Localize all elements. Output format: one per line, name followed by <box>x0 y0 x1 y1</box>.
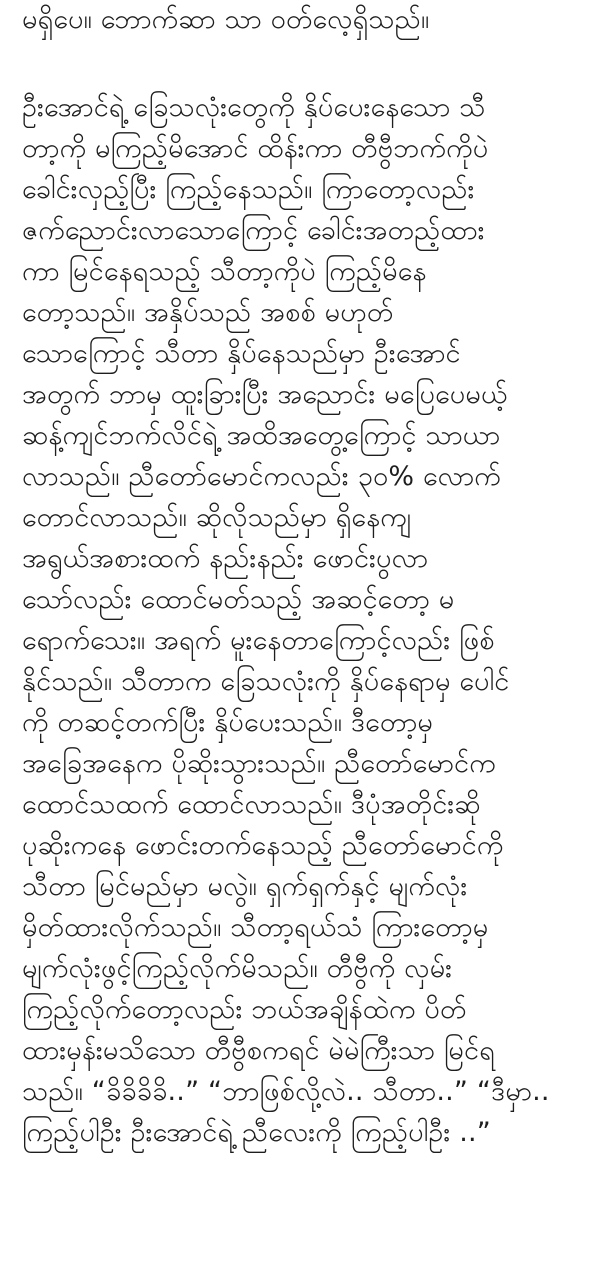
text-line: လာသည်။ ညီတော်မောင်ကလည်း ၃၀% လောက် <box>22 461 501 492</box>
text-line: သီတာ မြင်မည်မှာ မလွဲ။ ရှက်ရှက်နှင့် မျက်လုံး <box>22 871 468 902</box>
text-line: သော်လည်း ထောင်မတ်သည့် အဆင့်တော့ မ <box>22 584 455 615</box>
text-line: ဆန့်ကျင်ဘက်လိင်ရဲ့ အထိအတွေ့ကြောင့် သာယာ <box>22 420 501 451</box>
text-line: ခေါင်းလှည့်ပြီး ကြည့်နေသည်။ ကြာတော့လည်း <box>22 174 475 205</box>
text-line: ဦးအောင်ရဲ့ ခြေသလုံးတွေကို နှိပ်ပေးနေသော သီ <box>22 92 486 123</box>
text-line: တာ့ကို မကြည့်မိအောင် ထိန်းကာ တီဗွီဘက်ကိုပဲ <box>22 133 489 164</box>
text-line: ကို တဆင့်တက်ပြီး နှိပ်ပေးသည်။ ဒီတော့မှ <box>22 707 434 738</box>
text-line: ကြည့်လိုက်တော့လည်း ဘယ်အချိန်ထဲက ပိတ် <box>22 994 467 1025</box>
text-line: မရှိပေ။ ဘောက်ဆာ သာ ဝတ်လေ့ရှိသည်။ <box>22 4 430 35</box>
text-line: တော့သည်။ အနှိပ်သည် အစစ် မဟုတ် <box>22 297 394 328</box>
text-line: ဇက်ညောင်းလာသောကြောင့် ခေါင်းအတည့်ထား <box>22 215 485 246</box>
text-line: အရွယ်အစားထက် နည်းနည်း ဖောင်းပွလာ <box>22 543 429 574</box>
text-line: ကာ မြင်နေရသည့် သီတာ့ကိုပဲ ကြည့်မိနေ <box>22 256 427 287</box>
text-line: ကြည့်ပါဦး ဦးအောင်ရဲ့ ညီလေးကို ကြည့်ပါဦး ..” <box>22 1117 491 1148</box>
text-line: တောင်လာသည်။ ဆိုလိုသည်မှာ ရှိနေကျ <box>22 502 412 533</box>
text-line: မှိတ်ထားလိုက်သည်။ သီတာ့ရယ်သံ ကြားတော့မှ <box>22 912 489 943</box>
text-line: အခြေအနေက ပိုဆိုးသွားသည်။ ညီတော်မောင်က <box>22 748 496 779</box>
text-line: သောကြောင့် သီတာ နှိပ်နေသည်မှာ ဦးအောင် <box>22 338 461 369</box>
text-line: ရောက်သေး။ အရက် မူးနေတာကြောင့်လည်း ဖြစ် <box>22 625 495 656</box>
text-line: အတွက် ဘာမှ ထူးခြားပြီး အညောင်း မပြေပေမယ့် <box>22 379 508 410</box>
text-line: သည်။ “ခိခိခိခိ..” “ဘာဖြစ်လို့လဲ.. သီတာ..” “ဒီမှာ.. <box>22 1076 550 1107</box>
text-line: ထားမှန်းမသိသော တီဗွီစကရင် မဲမဲကြီးသာ မြင်ရ <box>22 1035 495 1066</box>
text-line: နိုင်သည်။ သီတာက ခြေသလုံးကို နှိပ်နေရာမှ ပေါင် <box>22 666 510 697</box>
text-line: မျက်လုံးဖွင့်ကြည့်လိုက်မိသည်။ တီဗွီကို လှမ်း <box>22 953 453 984</box>
text-line: ပုဆိုးကနေ ဖောင်းတက်နေသည့် ညီတော်မောင်ကို <box>22 830 504 861</box>
text-line: ထောင်သထက် ထောင်လာသည်။ ဒီပုံအတိုင်းဆို <box>22 789 481 820</box>
